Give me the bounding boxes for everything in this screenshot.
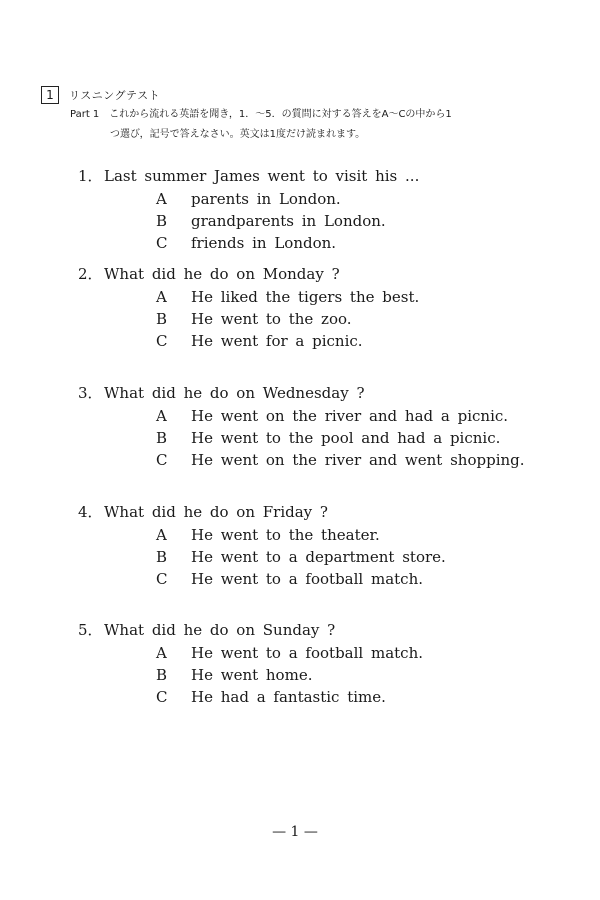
answer-option-a bbox=[78, 405, 578, 427]
option-text: He had a fantastic time. bbox=[191, 688, 386, 706]
answer-option-b bbox=[78, 664, 578, 686]
instructions-line-2: つ選び，記号で答えなさい。英文は1度だけ読まれます。 bbox=[110, 129, 366, 140]
answer-options bbox=[78, 286, 578, 352]
option-text: He went to the theater. bbox=[191, 526, 380, 544]
option-letter: A bbox=[156, 190, 167, 208]
instructions-line-1: Part 1 これから流れる英語を聞き，1．～5．の質問に対する答えをA～Cの中から1 bbox=[70, 109, 452, 120]
answer-option-a bbox=[78, 524, 578, 546]
answer-option-c bbox=[78, 232, 578, 254]
question-number: 2． bbox=[78, 265, 103, 283]
answer-options bbox=[78, 188, 578, 254]
answer-option-b bbox=[78, 210, 578, 232]
option-letter: B bbox=[156, 310, 168, 328]
answer-option-c bbox=[78, 449, 578, 471]
answer-option-a bbox=[78, 642, 578, 664]
question-1 bbox=[78, 166, 578, 254]
question-3 bbox=[78, 383, 578, 471]
page-number: — 1 — bbox=[272, 824, 318, 840]
option-letter: B bbox=[156, 666, 168, 684]
option-text: parents in London. bbox=[191, 190, 341, 208]
option-letter: A bbox=[156, 407, 167, 425]
answer-option-c bbox=[78, 686, 578, 708]
option-text: He went to a department store. bbox=[191, 548, 446, 566]
answer-option-a bbox=[78, 188, 578, 210]
option-text: He went on the river and had a picnic. bbox=[191, 407, 509, 425]
answer-option-c bbox=[78, 330, 578, 352]
section-number: 1 bbox=[41, 86, 59, 104]
question-number: 3． bbox=[78, 384, 103, 402]
question-prompt: What did he do on Sunday ? bbox=[104, 621, 336, 639]
option-text: friends in London. bbox=[191, 234, 337, 252]
question-prompt: Last summer James went to visit his ... bbox=[104, 167, 420, 185]
question-number: 1． bbox=[78, 167, 103, 185]
answer-options bbox=[78, 405, 578, 471]
option-text: grandparents in London. bbox=[191, 212, 386, 230]
option-letter: B bbox=[156, 212, 168, 230]
question-text bbox=[78, 264, 578, 284]
question-text bbox=[78, 383, 578, 403]
option-text: He went to the pool and had a picnic. bbox=[191, 429, 501, 447]
option-letter: C bbox=[156, 688, 168, 706]
question-prompt: What did he do on Monday ? bbox=[104, 265, 340, 283]
question-number: 4． bbox=[78, 503, 103, 521]
answer-option-b bbox=[78, 546, 578, 568]
answer-options bbox=[78, 524, 578, 590]
option-text: He went to a football match. bbox=[191, 570, 424, 588]
option-letter: A bbox=[156, 526, 167, 544]
answer-option-b bbox=[78, 427, 578, 449]
option-letter: C bbox=[156, 234, 168, 252]
option-text: He went to the zoo. bbox=[191, 310, 352, 328]
option-text: He went to a football match. bbox=[191, 644, 424, 662]
answer-option-a bbox=[78, 286, 578, 308]
question-2 bbox=[78, 264, 578, 352]
option-letter: B bbox=[156, 429, 168, 447]
option-letter: C bbox=[156, 570, 168, 588]
question-5 bbox=[78, 620, 578, 708]
question-prompt: What did he do on Friday ? bbox=[104, 503, 328, 521]
question-text bbox=[78, 502, 578, 522]
option-letter: A bbox=[156, 644, 167, 662]
option-text: He went on the river and went shopping. bbox=[191, 451, 525, 469]
section-header bbox=[41, 85, 160, 105]
question-text bbox=[78, 620, 578, 640]
section-title: リスニングテスト bbox=[69, 89, 161, 102]
instructions bbox=[70, 105, 540, 145]
option-letter: A bbox=[156, 288, 167, 306]
option-letter: C bbox=[156, 451, 168, 469]
option-text: He liked the tigers the best. bbox=[191, 288, 420, 306]
option-text: He went home. bbox=[191, 666, 313, 684]
question-prompt: What did he do on Wednesday ? bbox=[104, 384, 365, 402]
question-4 bbox=[78, 502, 578, 590]
option-letter: B bbox=[156, 548, 168, 566]
option-text: He went for a picnic. bbox=[191, 332, 363, 350]
answer-option-b bbox=[78, 308, 578, 330]
option-letter: C bbox=[156, 332, 168, 350]
question-number: 5． bbox=[78, 621, 103, 639]
answer-option-c bbox=[78, 568, 578, 590]
question-text bbox=[78, 166, 578, 186]
answer-options bbox=[78, 642, 578, 708]
